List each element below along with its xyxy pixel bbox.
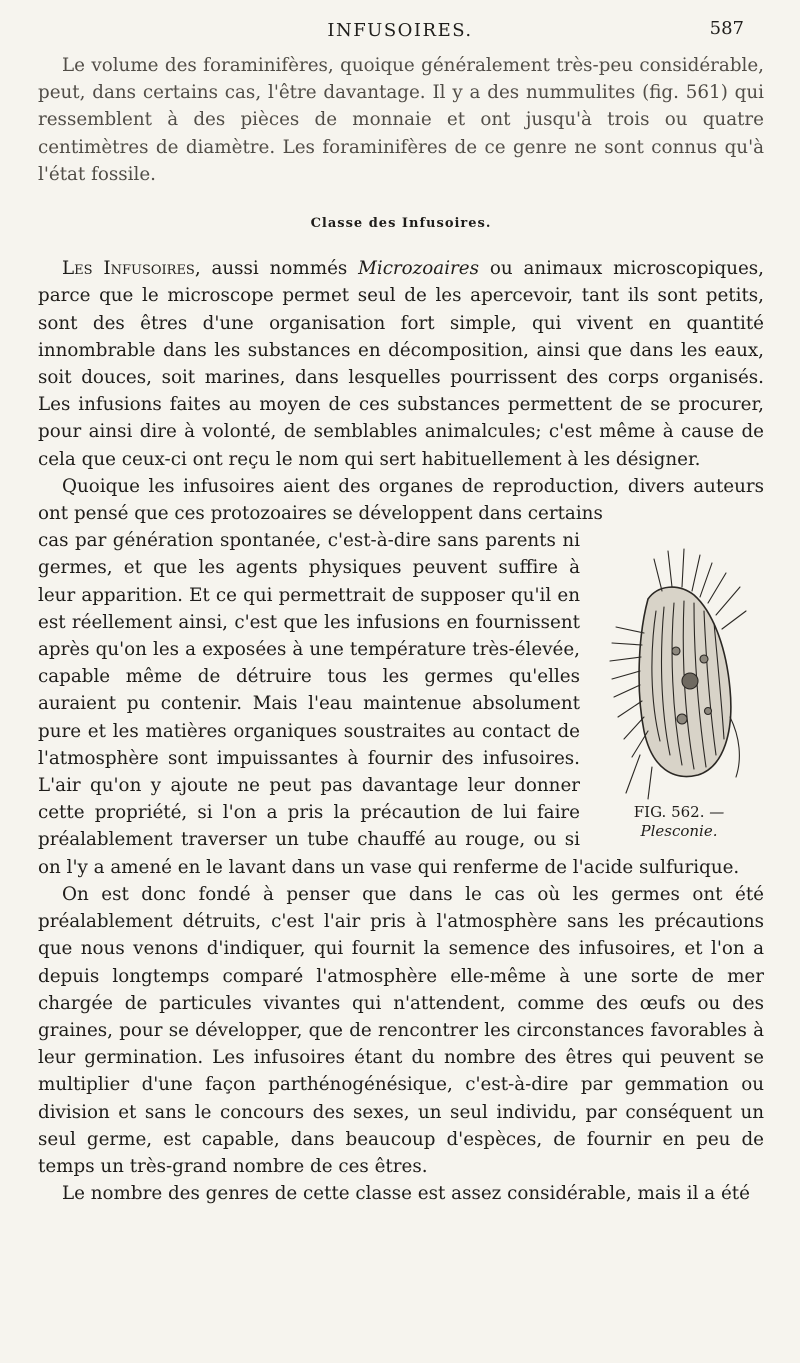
paragraph-text: ou animaux microscopiques, parce que le microscope permet seul de les apercevoir, tant ils sont petits, sont des êtres d'une organisation fort simple, qui vivent en quantité innombrable dans les substances en décomposition, ainsi que dans les eaux, soit douces, soit marines, dans lesquelles pourrissent des corps organisés. Les infusions faites au moyen de ces substances permettent de se procurer, pour ainsi dire à volonté, de semblables animalcules; c'est même à cause de cela que ceux-ci ont reçu le nom qui sert habituellement à les désigner. (38, 258, 764, 470)
paragraph-reproduction-intro: Quoique les infusoires aient des organes de reproduction, divers auteurs ont pensé que ces protozoaires se développent dans certains (38, 475, 764, 525)
intro-paragraph: Le volume des foraminifères, quoique généralement très-peu considérable, peut, dans certains cas, l'être davantage. Il y a des nummulites (fig. 561) qui ressemblent à des pièces de monnaie et ont jusqu'à trois ou quatre centimètres de diamètre. Les foraminifères de ce genre ne sont connus qu'à l'état fossile. (38, 55, 764, 185)
paragraph-genera-count: Le nombre des genres de cette classe est assez considérable, mais il a été (62, 1183, 750, 1205)
lead-term: Les Infusoires (62, 258, 195, 280)
paragraph-atmosphere-germs: On est donc fondé à penser que dans le cas où les germes ont été préalablement détruits, c'est l'air pris à l'atmosphère sans les précautions que nous venons d'indiquer, qui fournit la semence des infusoires, et l'on a depuis longtemps comparé l'atmosphère elle-même à une sorte de mer chargée de particules vivantes qui n'attendent, comme des œufs ou des graines, pour se développer, que de rencontrer les circonstances favorables à leur germination. Les infusoires étant du nombre des êtres qui peuvent se multiplier d'une façon parthénogénésique, c'est-à-dire par gemmation ou division et sans le concours des sexes, un seul individu, par conséquent un seul germe, est capable, dans beaucoup d'espèces, de fournir en peu de temps un très-grand nombre de ces êtres. (38, 883, 764, 1177)
paragraph-text: , aussi nommés (194, 258, 359, 280)
section-heading: Classe des Infusoires. (310, 216, 492, 232)
page-number: 587 (709, 18, 744, 39)
page-body (38, 52, 764, 1207)
figure-562 (594, 541, 764, 841)
italic-term: Microzoaires (358, 258, 479, 280)
paragraph-infusoires-definition (38, 255, 764, 473)
figure-caption (594, 803, 764, 841)
figure-number: FIG. 562. (633, 803, 705, 822)
page-header (0, 16, 800, 46)
paragraph-spontaneous-generation: cas par génération spontanée, c'est-à-dire sans parents ni germes, et que les agents physiques peuvent suffire à leur apparition. Et ce qui permettrait de supposer qu'il en est réellement ainsi, c'est que les infusions en fournissent après qu'on les a exposées à une température très-élevée, capable même de détruire tous les germes qu'elles auraient pu contenir. Mais l'eau maintenue absolument pure et les matières organiques soustraites au contact de l'atmosphère sont impuissantes à fournir des infusoires. L'air qu'on y ajoute ne peut pas davantage leur donner cette propriété, si l'on a pris la précaution de lui faire préalablement traverser un tube chauffé au rouge, ou si on l'y a amené en le lavant dans un vase qui renferme de l'acide sulfurique. (38, 530, 740, 878)
running-title: INFUSOIRES. (327, 20, 473, 41)
plesconia-engraving-icon (604, 541, 754, 801)
figure-name: — Plesconie. (640, 803, 725, 841)
